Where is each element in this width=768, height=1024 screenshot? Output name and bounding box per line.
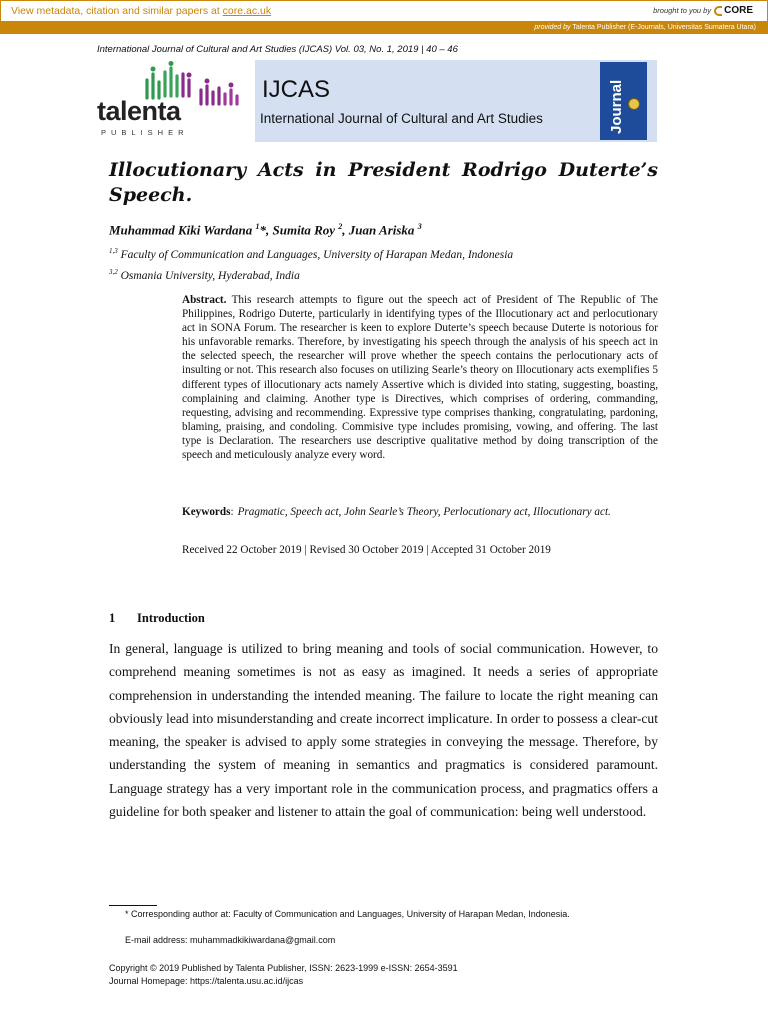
talenta-logo xyxy=(97,60,249,138)
affiliation-2-sup: 3,2 xyxy=(109,268,118,276)
author-1-sup: 1 xyxy=(255,222,260,231)
keywords-block xyxy=(182,505,658,519)
paper-title-line-2: Speech. xyxy=(109,184,193,206)
brought-text: brought to you by xyxy=(653,6,712,15)
author-1: Muhammad Kiki Wardana xyxy=(109,222,256,238)
affiliation-1-text: Faculty of Communication and Languages, University of Harapan Medan, Indonesia xyxy=(117,248,514,261)
cover-word: Journal xyxy=(608,79,625,134)
paper-title-line-1: Illocutionary Acts in President Rodrigo Duterte’s xyxy=(109,159,658,181)
copyright-line: Copyright © 2019 Published by Talenta Publisher, ISSN: 2623-1999 e-ISSN: 2654-3591 xyxy=(109,963,458,973)
author-1-mark: *, xyxy=(259,222,273,238)
keywords-label: Keywords xyxy=(182,506,231,518)
core-logo-label: CORE xyxy=(724,5,753,16)
journal-homepage-line: Journal Homepage: https://talenta.usu.ac.id/ijcas xyxy=(109,976,304,986)
author-list xyxy=(109,222,422,238)
affiliation-2-text: Osmania University, Hyderabad, India xyxy=(117,269,300,282)
logo-wordmark: talenta xyxy=(97,96,181,126)
affiliation-1 xyxy=(109,247,513,261)
journal-full-name: International Journal of Cultural and Art Studies xyxy=(260,111,543,126)
provided-prefix: provided by xyxy=(534,24,571,31)
footnote-rule xyxy=(109,905,157,906)
email-address: E-mail address: muhammadkikiwardana@gmail.com xyxy=(125,935,336,945)
core-brought-by[interactable] xyxy=(653,5,753,16)
author-2: Sumita Roy xyxy=(272,222,339,238)
affiliation-1-sup: 1,3 xyxy=(109,247,118,255)
author-2-sup: 2 xyxy=(338,222,343,231)
section-title: Introduction xyxy=(137,611,205,625)
core-link[interactable]: core.ac.uk xyxy=(222,5,272,17)
author-2-sep: , xyxy=(342,222,349,238)
journal-citation-line: International Journal of Cultural and Art Studies (IJCAS) Vol. 03, No. 1, 2019 | 40 – 46 xyxy=(97,44,458,55)
core-logo-icon xyxy=(714,6,722,16)
author-3-sup: 3 xyxy=(417,222,422,231)
core-banner xyxy=(0,0,768,22)
core-logo xyxy=(714,5,753,16)
introduction-paragraph: In general, language is utilized to bring meaning and tools of social communication. However, to comprehend meaning sometimes is not as easy as imagined. It needs a series of appropriate comprehension in understanding the intended meaning. The failure to locate the right meaning can obviously lead into misunderstanding and create incorrect implicature. In order to possess a clear-cut meaning, the speaker is advised to apply some strategies in conveying the message. Therefore, by understanding the system of meaning in semantics and pragmatics is considered paramount. Language strategy has a very important role in the communication process, and pragmatics offers a guideline for both speaker and listener to attain the goal of communication: being well understood. xyxy=(109,641,658,820)
provided-text: Talenta Publisher (E-Journals, Universitas Sumatera Utara) xyxy=(570,24,756,31)
core-metadata-label: View metadata, citation and similar papers at xyxy=(11,5,223,17)
author-3: Juan Ariska xyxy=(348,222,418,238)
abstract-text: This research attempts to figure out the speech act of President of The Republic of The Philippines, Rodrigo Duterte, particularly in identifying types of the Illocutionary act and perlocutionary act in SONA Forum. The researcher is keen to explore Duterte’s speech because Duterte is notorious for his unfavorable remarks. Therefore, by investigating his speech through the analysis of his speech act in the selected speech, the researcher will prove whether the speech contains the perlocutionary acts of insulting or not. This research also focuses on utilizing Searle’s theory on Illocutionary acts exemplifies 5 different types of illocutionary acts namely Assertive which is divided into stating, suggesting, boasting, complaining and claiming. Another type is Directives, which comprises of ordering, commanding, requesting, advising and recommending. Expressive type comprises thanking, congratulating, pardoning, blaming, praising, and condoling. Commisive type includes promising, vowing, and offering. The last type is Declaration. The researchers use descriptive qualitative method by doing transcription of the speech and meticulously analyze every word. xyxy=(182,294,658,462)
provided-by-bar xyxy=(0,22,768,34)
keywords-text: Pragmatic, Speech act, John Searle’s Theory, Perlocutionary act, Illocutionary act. xyxy=(237,506,611,518)
journal-banner xyxy=(255,60,657,142)
section-number: 1 xyxy=(109,611,116,625)
received-dates: Received 22 October 2019 | Revised 30 October 2019 | Accepted 31 October 2019 xyxy=(182,544,551,556)
abstract-label: Abstract. xyxy=(182,294,227,306)
keywords-colon: : xyxy=(230,506,234,518)
corresponding-author-note: * Corresponding author at: Faculty of Communication and Languages, University of Harapan Medan, Indonesia. xyxy=(125,909,570,919)
abstract xyxy=(182,293,658,462)
cover-seal-icon xyxy=(628,98,640,110)
logo-publisher-label: PUBLISHER xyxy=(101,128,189,137)
journal-abbrev: IJCAS xyxy=(262,76,331,103)
core-metadata-text xyxy=(11,5,271,17)
affiliation-2 xyxy=(109,268,300,282)
section-heading-introduction xyxy=(109,611,205,626)
journal-cover-thumbnail xyxy=(600,62,647,140)
